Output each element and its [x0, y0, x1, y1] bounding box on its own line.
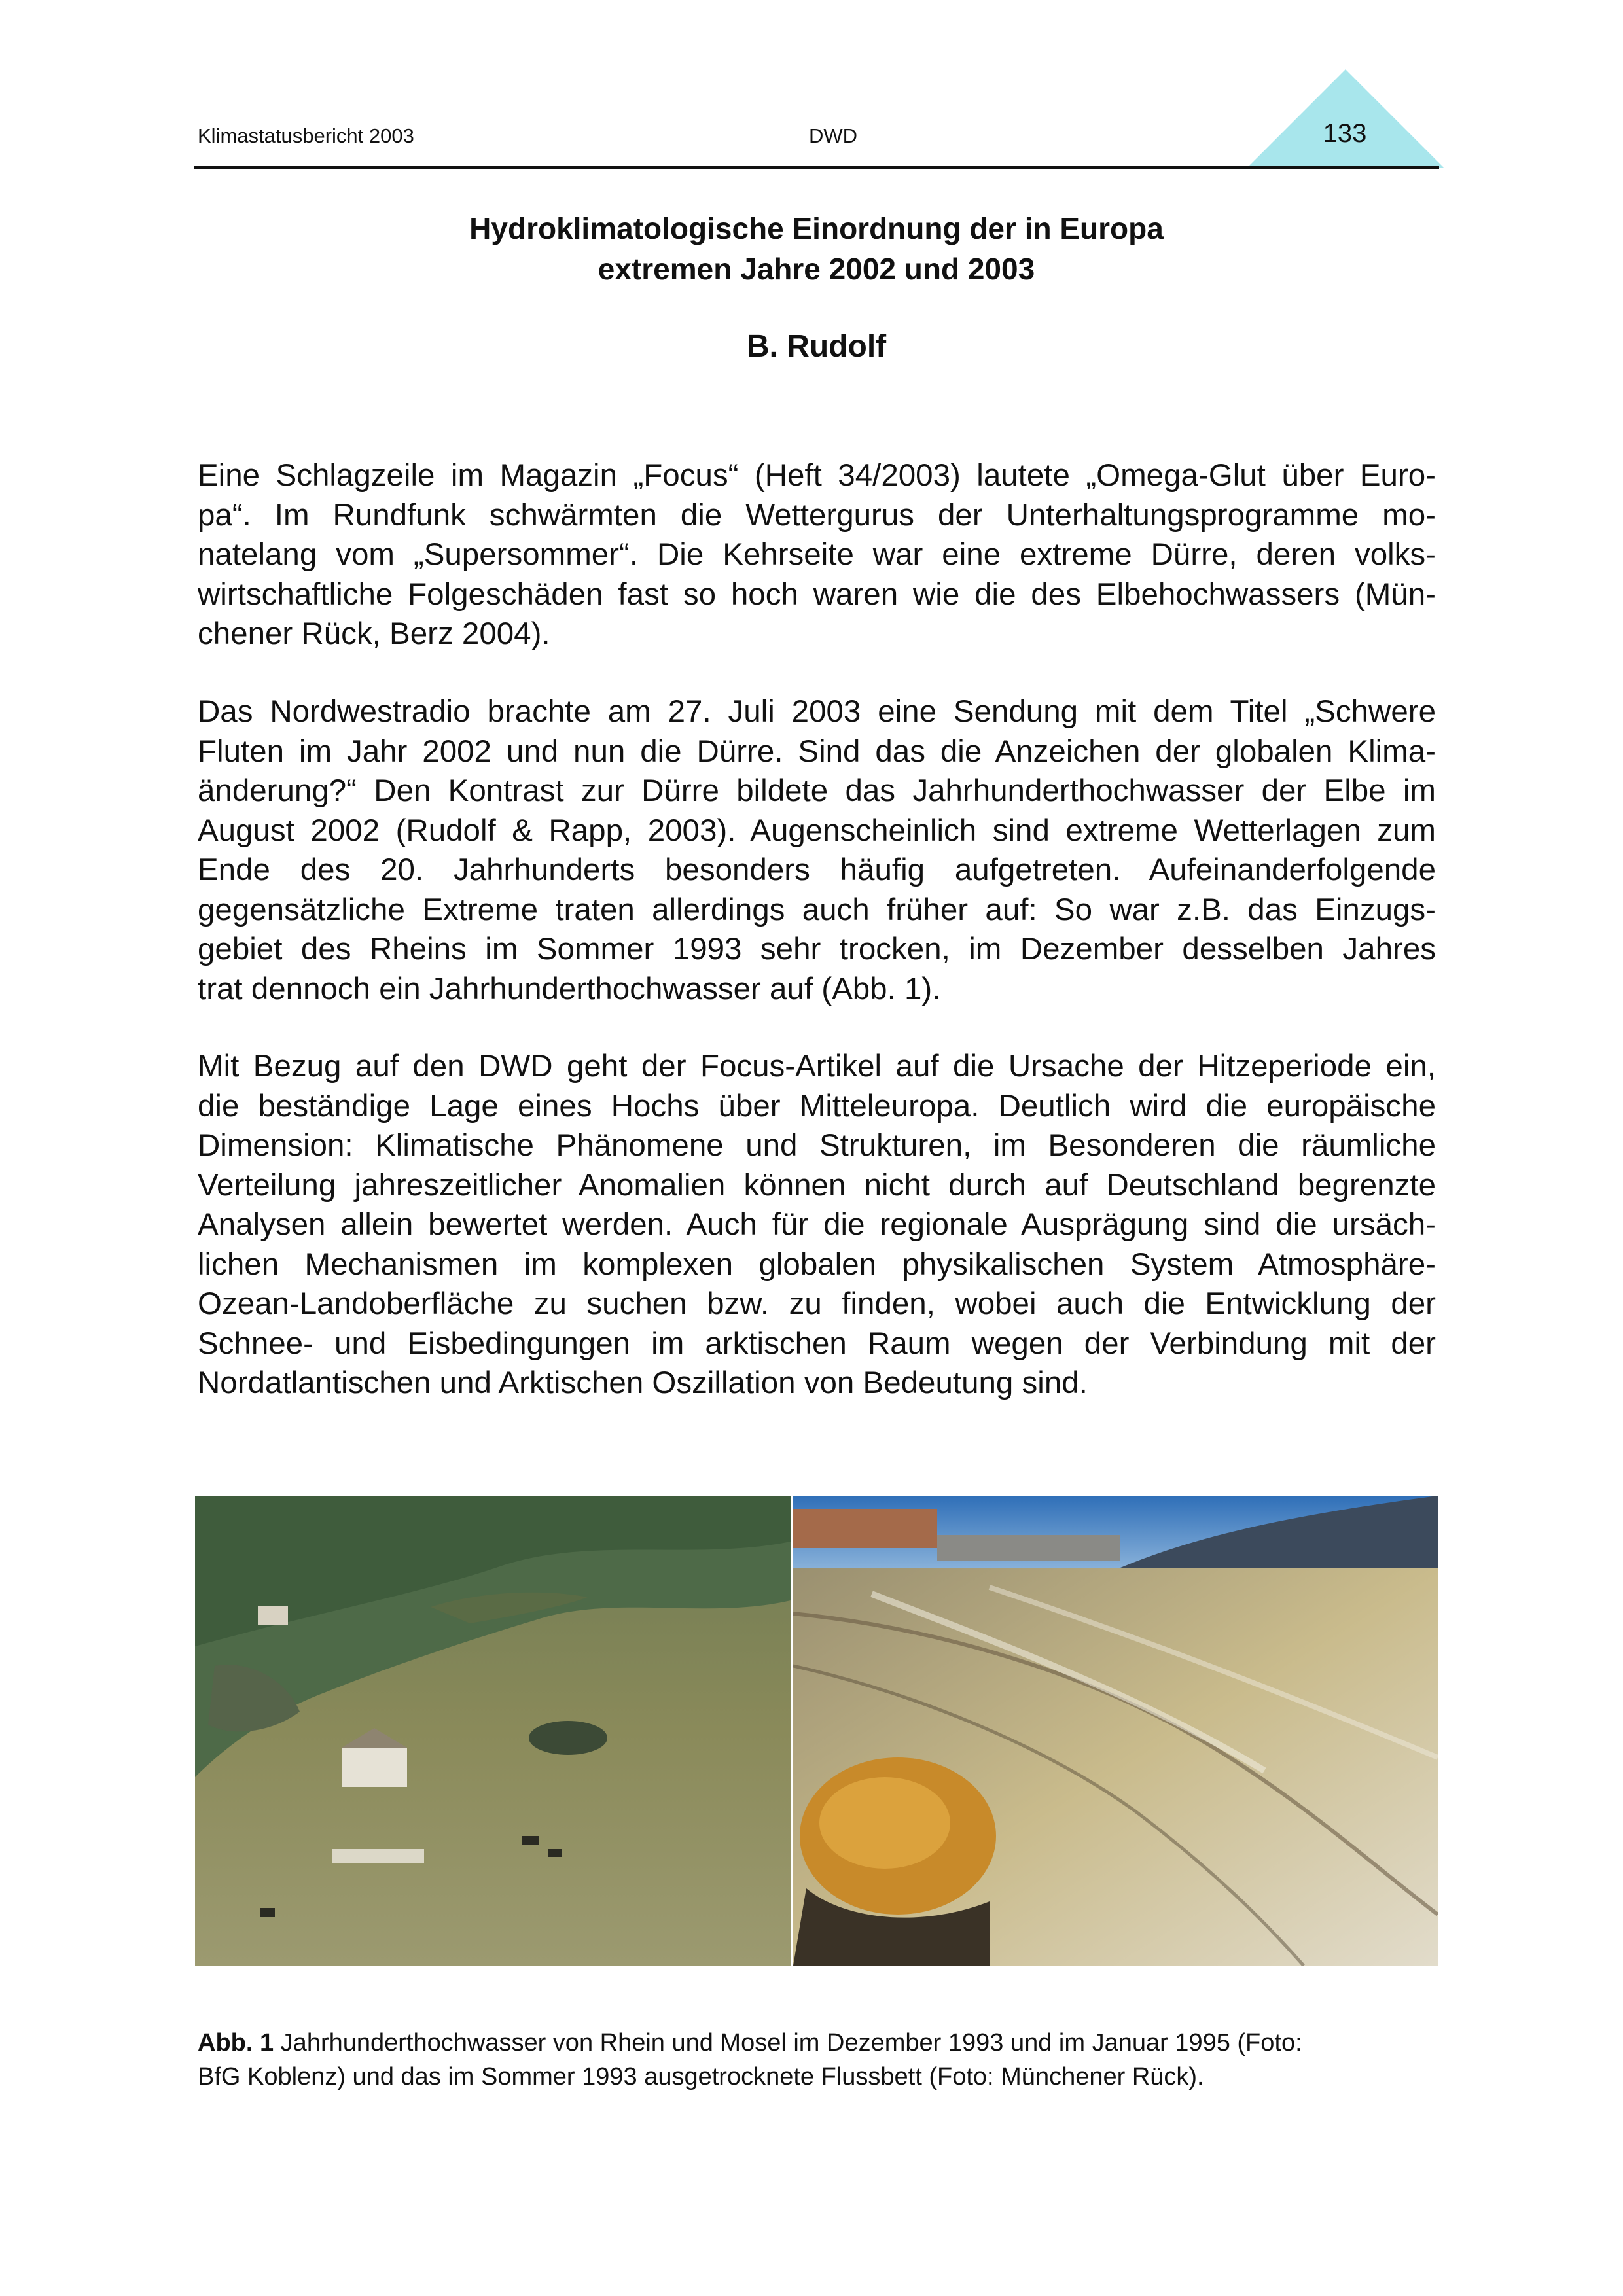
text-line: Mit Bezug auf den DWD geht der Focus-Artikel auf die Ursache der Hitzeperiode ein,	[198, 1049, 1436, 1084]
text-line: pa“. Im Rundfunk schwärmten die Wettergurus der Unterhaltungsprogramme mo-	[198, 497, 1436, 533]
text-line: trat dennoch ein Jahrhunderthochwasser auf (Abb. 1).	[198, 971, 941, 1006]
dry-riverbed-photo	[793, 1496, 1438, 1966]
page-corner-triangle	[1247, 69, 1444, 168]
text-line: Ende des 20. Jahrhunderts besonders häufig aufgetreten. Aufeinanderfolgende	[198, 853, 1436, 887]
header-rule	[194, 166, 1439, 169]
figure-caption	[198, 2026, 1436, 2094]
running-header-publisher: DWD	[809, 124, 858, 147]
caption-line	[198, 2026, 1436, 2060]
text-line: gegensätzliche Extreme traten allerdings auch früher auf: So war z.B. das Einzugs-	[198, 892, 1436, 927]
text-line: natelang vom „Supersommer“. Die Kehrseite war eine extreme Dürre, deren volks-	[198, 537, 1436, 572]
text-line: Dimension: Klimatische Phänomene und Strukturen, im Besonderen die räumliche	[198, 1128, 1436, 1163]
text-line: Verteilung jahreszeitlicher Anomalien können nicht durch auf Deutschland begrenzte	[198, 1167, 1436, 1203]
page-number: 133	[1323, 119, 1367, 148]
title-line: Hydroklimatologische Einordnung der in Europa	[469, 211, 1164, 245]
paragraph-3	[198, 1047, 1436, 1404]
aerial-flood-photo	[195, 1496, 791, 1966]
text-line: gebiet des Rheins im Sommer 1993 sehr trocken, im Dezember desselben Jahres	[198, 932, 1436, 966]
text-line: wirtschaftliche Folgeschäden fast so hoch waren wie die des Elbehochwassers (Mün-	[198, 576, 1436, 612]
text-line: die beständige Lage eines Hochs über Mitteleuropa. Deutlich wird die europäische	[198, 1088, 1436, 1123]
text-line: Nordatlantischen und Arktischen Oszillation von Bedeutung sind.	[198, 1366, 1088, 1400]
text-line: chener Rück, Berz 2004).	[198, 616, 550, 651]
caption-text: Jahrhunderthochwasser von Rhein und Mosel im Dezember 1993 und im Januar 1995 (Foto:	[274, 2029, 1302, 2057]
caption-line: BfG Koblenz) und das im Sommer 1993 ausgetrocknete Flussbett (Foto: Münchener Rück).	[198, 2063, 1204, 2091]
author: B. Rudolf	[746, 329, 887, 364]
text-line: änderung?“ Den Kontrast zur Dürre bildete das Jahrhunderthochwasser der Elbe im	[198, 773, 1436, 808]
text-line: August 2002 (Rudolf & Rapp, 2003). Augenscheinlich sind extreme Wetterlagen zum	[198, 813, 1436, 848]
text-line: Ozean-Landoberfläche zu suchen bzw. zu finden, wobei auch die Entwicklung der	[198, 1286, 1436, 1321]
text-line: Das Nordwestradio brachte am 27. Juli 2003 eine Sendung mit dem Titel „Schwere	[198, 694, 1436, 729]
paragraph-1	[198, 456, 1436, 654]
text-line: Analysen allein bewertet werden. Auch für die regionale Ausprägung sind die ursäch-	[198, 1207, 1436, 1242]
text-line: Eine Schlagzeile im Magazin „Focus“ (Heft 34/2003) lautete „Omega-Glut über Euro-	[198, 458, 1436, 493]
title-line: extremen Jahre 2002 und 2003	[597, 252, 1035, 286]
running-header-title: Klimastatusbericht 2003	[198, 124, 414, 147]
article-title	[194, 208, 1439, 289]
text-line: lichen Mechanismen im komplexen globalen physikalischen System Atmosphäre-	[198, 1246, 1436, 1282]
text-line: Schnee- und Eisbedingungen im arktischen Raum wegen der Verbindung mit der	[198, 1326, 1436, 1361]
text-line: Fluten im Jahr 2002 und nun die Dürre. Sind das die Anzeichen der globalen Klima-	[198, 733, 1436, 769]
caption-label: Abb. 1	[198, 2029, 274, 2057]
paragraph-2	[198, 692, 1436, 1009]
